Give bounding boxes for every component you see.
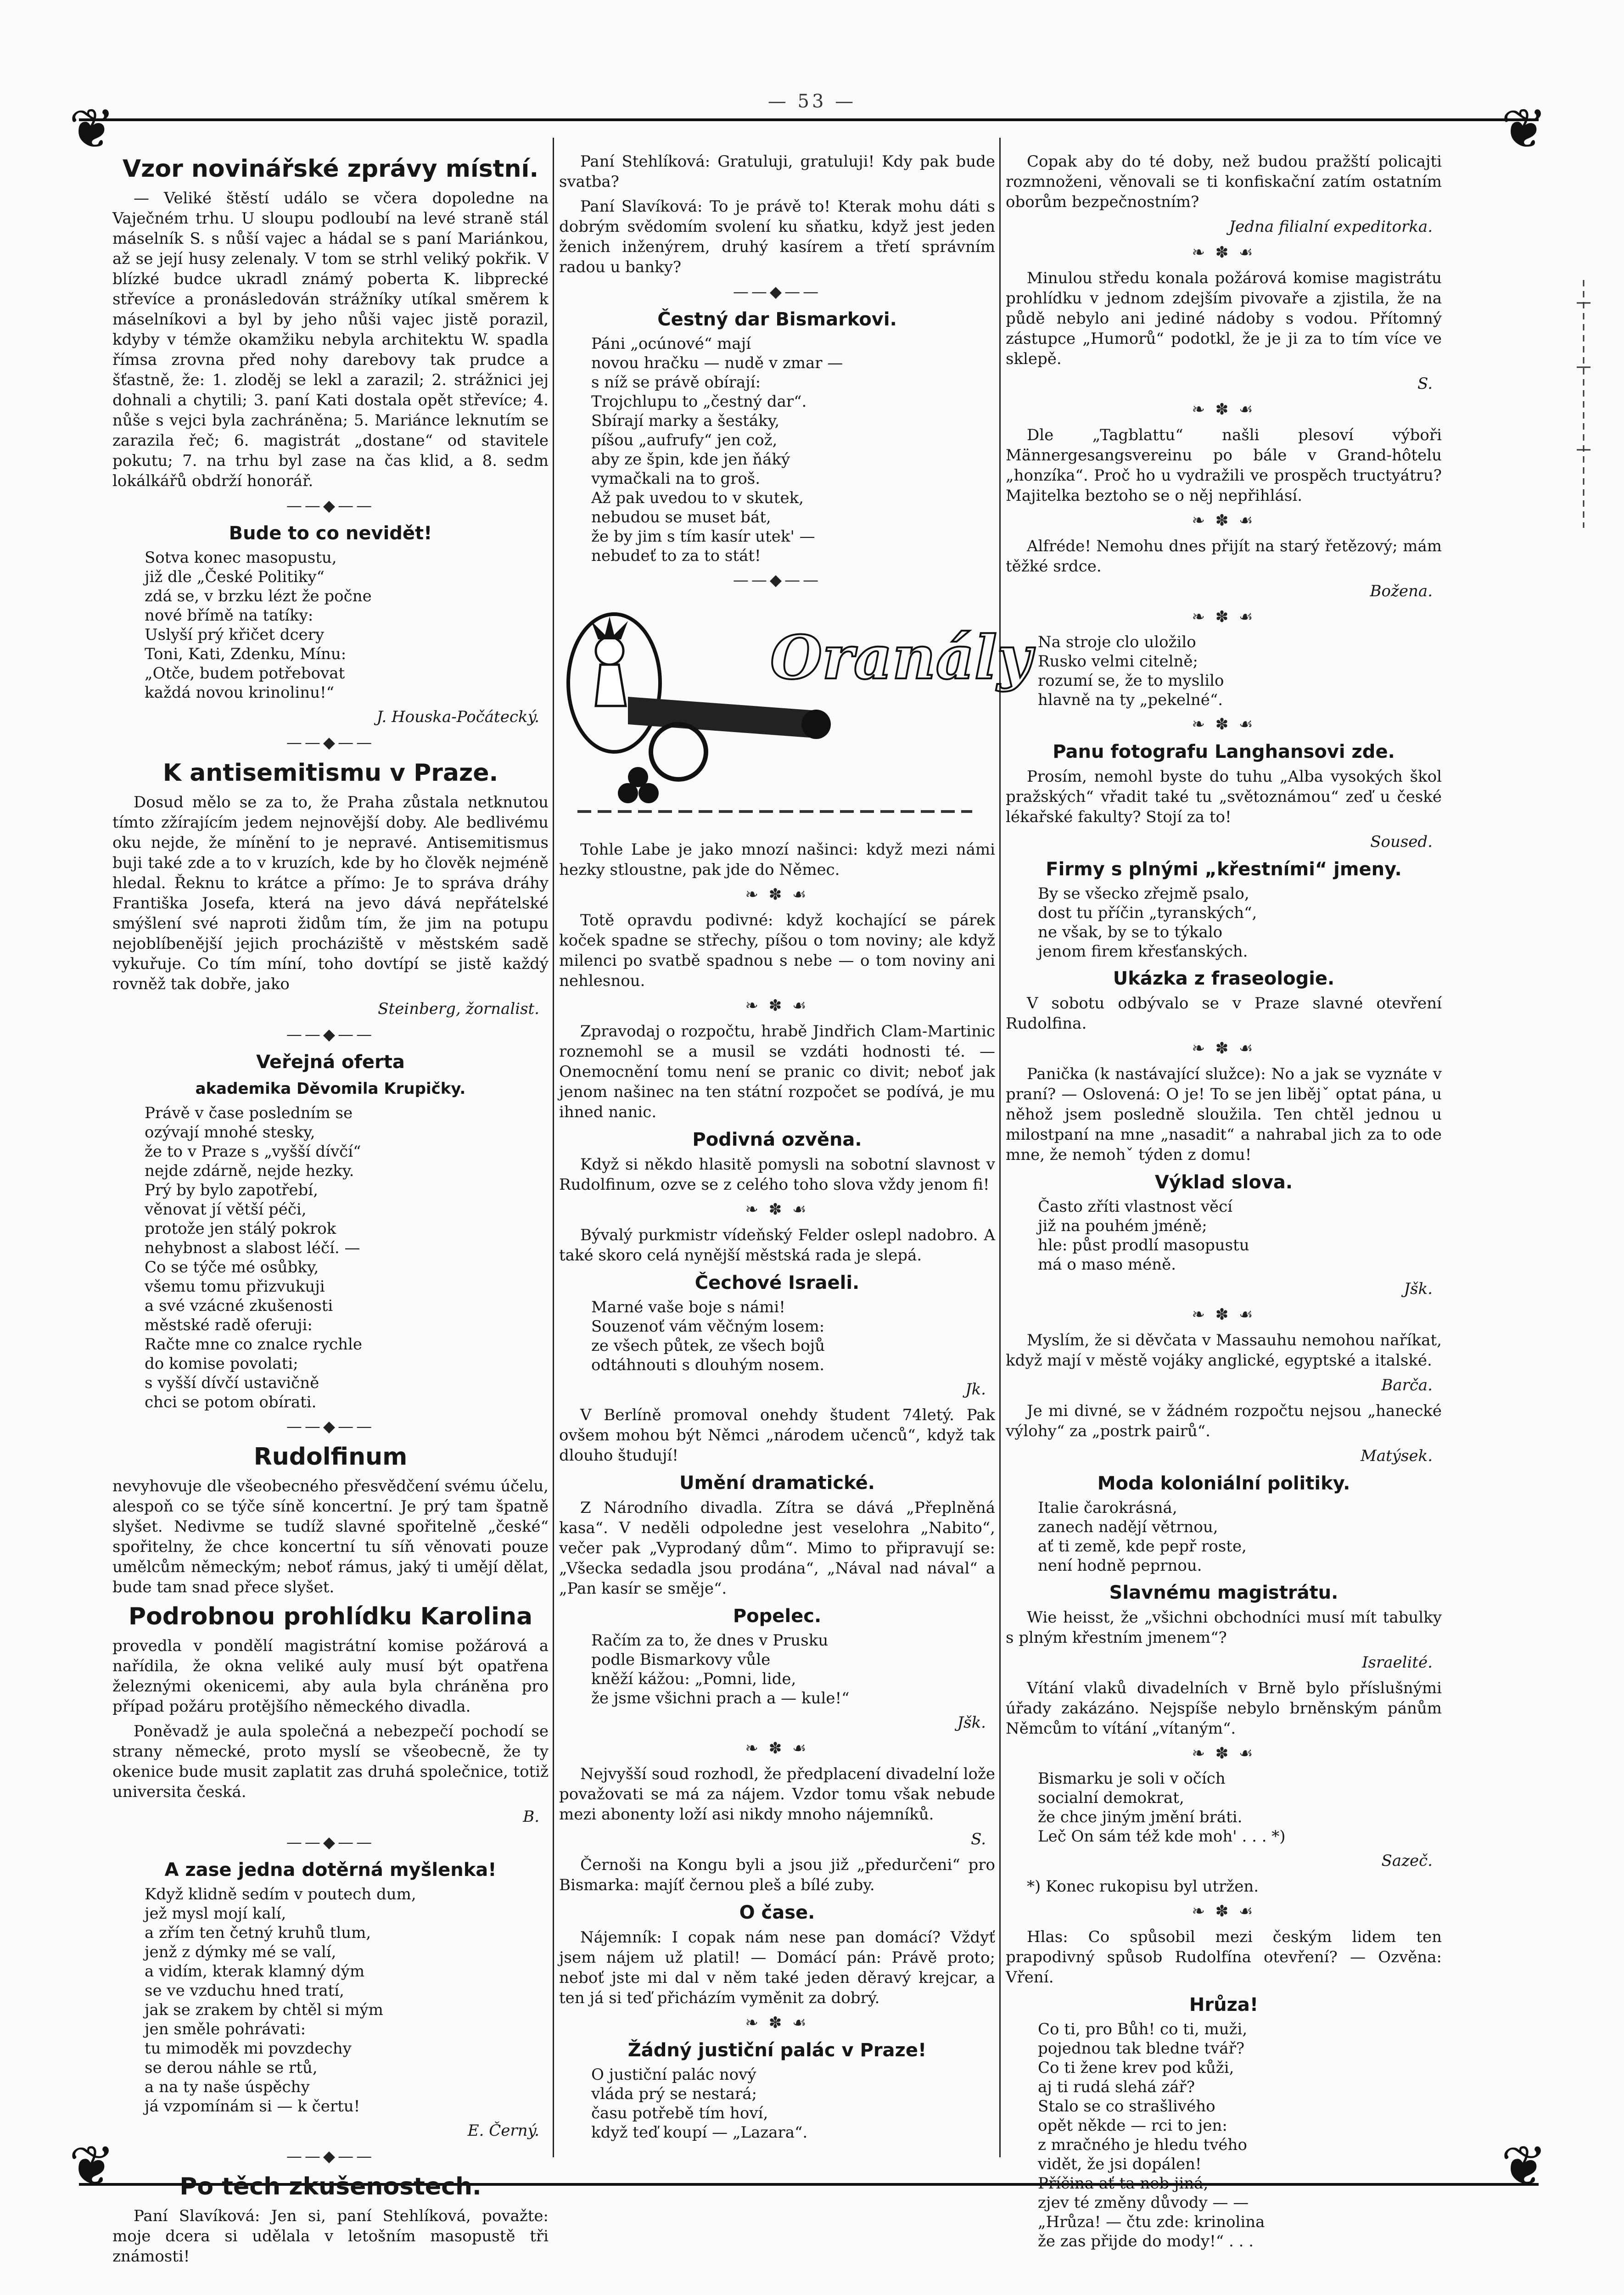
- page-number: — 53 —: [767, 91, 857, 112]
- signature: S.: [1417, 375, 1433, 393]
- poem-text: Na stroje clo uložilo Rusko velmi citelně; rozumí se, že to myslilo hlavně na ty „pekelné“.: [1038, 633, 1224, 709]
- divider-ornament: ——◆——: [286, 2147, 375, 2166]
- divider-ornament: ——◆——: [733, 283, 822, 301]
- divider-ornament: ❧ ✽ ☙: [745, 996, 809, 1015]
- poem-text: Když klidně sedím v poutech dum, jež mysl mojí kalí, a zřím ten četný kruhů tlum, jenž z dýmky mé se valí, a vidím, kterak klamný dým se ve vzduchu hned tratí, jak se zrakem by chtěl si mým jen směle pohrávati: tu mimoděk mi povzdechy se derou náhle se rtů, a na ty naše úspěchy já vzpomínám si — k čertu!: [145, 1885, 416, 2116]
- corner-ornament-bottom-right: ❦: [1501, 2134, 1547, 2198]
- heading-czech-israelites: Čechové Israeli.: [694, 1272, 860, 1293]
- article-text: nevyhovuje dle všeobecného přesvědčení svému účelu, alespoň co se týče síně koncertní. Je prý tam špatně slyšet. Nedivme se tudíž slavné spořitelně „české“ spořitelny, že chce koncertní tu síň věnovati pouze umělcům německým; neboť rámus, jaký ti umějí dělat, bude tam snad přece slyšet.: [112, 1477, 549, 1596]
- heading-strange-echo: Podivná ozvěna.: [692, 1129, 862, 1150]
- dialogue-text: Hlas: Co spůsobil mezi českým lidem ten prapodivný spůsob Rudolfína otevření? — Ozvěna: Vření.: [1006, 1928, 1442, 1987]
- heading-justice-palace: Žádný justiční palác v Praze!: [627, 2040, 927, 2061]
- heading-photographer-langhans: Panu fotografu Langhansovi zde.: [1053, 741, 1395, 762]
- heading-karolinum-inspection: Podrobnou prohlídku Karolina: [128, 1603, 533, 1630]
- column-rule-2: [999, 138, 1001, 2157]
- article-text: Poněvadž je aula společná a nebezpečí pochodí se strany německé, proto myslí se všeobecně, že ty okenice bude musit zaplatit zas druhá společnice, totiž universita česká.: [112, 1722, 549, 1801]
- jester-body: [596, 665, 626, 706]
- poem-text: Často zříti vlastnost věcí již na pouhém jméně; hle: půst prodlí masopustu má o maso méně.: [1038, 1198, 1249, 1274]
- illustration-lettering: Oranály: [770, 622, 1032, 693]
- divider-ornament: ❧ ✽ ☙: [745, 1739, 809, 1758]
- article-text: Je mi divné, se v žádném rozpočtu nejsou „hanecké výlohy“ za „postrk pairů“.: [1006, 1402, 1442, 1440]
- divider-ornament: ——◆——: [286, 733, 375, 752]
- article-text: Nejvyšší soud rozhodl, že předplacení divadelní lože považovati se má za nájem. Vzdor tomu však nebude mezi abonenty loží asi nikdy mnoho nájemníků.: [559, 1765, 995, 1824]
- corner-ornament-top-right: ❦: [1501, 97, 1547, 161]
- heading-dramatic-art: Umění dramatické.: [679, 1472, 875, 1494]
- poem-text: Páni „ocúnové“ mají novou hračku — nudě v zmar — s níž se právě obírají: Trojchlupu to „čestný dar“. Sbírají marky a šestáky, píšou „aufrufy“ jen což, aby ze špin, kde jen ňáký vymačkali na to groš. Až pak uvedou to v skutek, nebudou se muset bát, že by jim s tím kasír utek' — nebudeť to za to stát!: [591, 335, 843, 565]
- cannon-illustration: [559, 600, 1032, 830]
- cannonball: [628, 767, 648, 787]
- divider-ornament: ❧ ✽ ☙: [1192, 400, 1256, 419]
- divider-ornament: ❧ ✽ ☙: [745, 2014, 809, 2032]
- article-text: Dle „Tagblattu“ našli plesoví výboři Männergesangsvereinu po bále v Grand-hôtelu „honzíka“. Proč ho u vydražili ve prospěch tructyátru? Majitelka beztoho se o něj nepřihlásí.: [1006, 426, 1442, 505]
- article-text: Z Národního divadla. Zítra se dává „Přeplněná kasa“. V neděli odpoledne jest veselohra „Nabito“, večer pak „Vyprodaný dům“. Mimo to připravují se: „Všecka sedadla jsou prodána“, „Nával nad nával“ a „Pan kasír se směje“.: [559, 1499, 995, 1598]
- signature: J. Houska-Počátecký.: [376, 708, 539, 726]
- signature: Sazeč.: [1381, 1852, 1433, 1870]
- heading-rudolfinum: Rudolfinum: [253, 1443, 408, 1471]
- poem-text: Italie čarokrásná, zanech nadějí větrnou, ať ti země, kde pepř roste, není hodně peprnou.: [1038, 1499, 1247, 1575]
- signature: S.: [971, 1830, 986, 1848]
- poem-text: Marné vaše boje s námi! Souzenoť vám věčným losem: ze všech půtek, ze všech bojů odtáhnouti s dlouhým nosem.: [591, 1298, 825, 1374]
- margin-handwriting-mark: [1570, 275, 1597, 532]
- cannon-barrel: [628, 697, 816, 738]
- jester-head: [596, 637, 623, 665]
- dialogue-text: Paní Slavíková: To je právě to! Kterak mohu dáti s dobrým svědomím svolení ku sňatku, když jest jeden ženich inženýrem, druhý kasírem a třetí správním radou u banky?: [559, 197, 995, 276]
- signature: E. Černý.: [467, 2121, 539, 2140]
- signature: Jedna filialní expeditorka.: [1229, 218, 1433, 236]
- poem-text: Račím za to, že dnes v Prusku podle Bismarkovy vůle kněží kážou: „Pomni, lide, že jsme všichni prach a — kule!“: [591, 1631, 850, 1707]
- poem-text: Sotva konec masopustu, již dle „České Politiky“ zdá se, v brzku lézt že počne nové břímě na tatíky: Uslyší prý křičet dcery Toni, Kati, Zdenku, Mínu: „Otče, budem potřebovat každá novou krinolinu!“: [145, 549, 372, 702]
- divider-ornament: ——◆——: [286, 1025, 375, 1044]
- signature: B.: [523, 1808, 539, 1826]
- signature: Jšk.: [957, 1713, 986, 1732]
- dialogue-text: Paní Stehlíková: Gratuluji, gratuluji! Kdy pak bude svatba?: [559, 152, 995, 191]
- article-text: provedla v pondělí magistrátní komise požárová a nařídila, že okna veliké auly musí být opatřena železnými okenicemi, aby aula byla chráněna pro případ požáru protějšího německého divadla.: [112, 1637, 549, 1716]
- article-text: Černoši na Kongu byli a jsou již „předurčeni“ pro Bismarka: majíť černou pleš a bílé zuby.: [559, 1856, 995, 1894]
- heading-coming-soon: Bude to co nevidět!: [229, 523, 432, 544]
- article-text: Prosím, nemohl byste do tuhu „Alba vysokých škol pražských“ vřadit také tu „světoznámou“ zeď u české lékařské fakulty? Stojí za to!: [1006, 767, 1442, 826]
- divider-ornament: ❧ ✽ ☙: [1192, 608, 1256, 626]
- subheading-public-offer: akademika Děvomila Krupičky.: [195, 1080, 466, 1098]
- signature: Matýsek.: [1361, 1447, 1433, 1465]
- article-text: Tohle Labe je jako mnozí našinci: když mezi námi hezky stloustne, pak jde do Němec.: [559, 840, 995, 879]
- corner-ornament-top-left: ❦: [69, 97, 115, 161]
- poem-text: By se všecko zřejmě psalo, dost tu příčin „tyranských“, ne však, by se to týkalo jenom firem křesťanských.: [1038, 884, 1257, 961]
- article-text: Totě opravdu podivné: když kochající se párek koček spadne se střechy, píšou o tom noviny; ale když milenci po svatbě spadnou s nebe — o tom noviny ani nehlesnou.: [559, 911, 995, 990]
- article-text: Wie heisst, že „všichni obchodníci musí mít tabulky s plným křestním jmenem“?: [1006, 1608, 1442, 1647]
- heading-ash-wednesday: Popelec.: [733, 1606, 822, 1627]
- article-text: — Veliké štěstí událo se včera dopoledne na Vaječném trhu. U sloupu podloubí na levé straně stál máselník S. s nůší vajec a hádal se s paní Mariánkou, až se její husy zelenaly. V tom se strhl veliký pokřik. V blízké budce ukradl známý poberta K. libprecké střevíce a pronásledován strážníky utíkal směrem k máselníkovi a byl by jeho nůši vajec jistě porazil, kdyby v témže okamžiku nebyla architektu W. spadla římsa zrovna před nohy darebovy tak prudce a šťastně, že: 1. zloděj se lekl a zarazil; 2. strážnici jej dohnali a chytili; 3. paní Kati dostala opět střevíce; 4. nůše s vejci byla zachráněna; 5. Mariánce leknutím se zarazila řeč; 6. magistrát „dostane“ od stavitele pokutu; 7. na trhu byl zase na čas klid, a 8. sedm lokálkářů obdrží honorář.: [112, 189, 549, 490]
- cannon-wheel: [651, 724, 706, 779]
- heading-horror: Hrůza!: [1189, 1994, 1259, 2015]
- poem-text: Bismarku je soli v očích socialní demokrat, že chce jiným jmění bráti. Leč On sám též kde moh' . . . *): [1038, 1769, 1286, 1846]
- article-text: Paní Slavíková: Jen si, paní Stehlíková, považte: moje dcera si udělala v letošním masopustě tři známosti!: [112, 2207, 549, 2266]
- divider-ornament: ❧ ✽ ☙: [745, 1200, 809, 1219]
- signature: Soused.: [1370, 833, 1433, 851]
- cannon-muzzle: [801, 710, 831, 739]
- divider-ornament: ——◆——: [286, 1417, 375, 1436]
- divider-ornament: ❧ ✽ ☙: [1192, 1902, 1256, 1920]
- divider-ornament: ❧ ✽ ☙: [745, 885, 809, 904]
- heading-phraseology-sample: Ukázka z fraseologie.: [1113, 968, 1335, 989]
- heading-after-experiences: Po těch zkušenostech.: [179, 2173, 482, 2200]
- signature: Steinberg, žornalist.: [378, 1000, 539, 1018]
- article-text: Myslím, že si děvčata v Massauhu nemohou naříkat, když mají v městě vojáky anglické, egyptské a italské.: [1006, 1331, 1442, 1370]
- column-1: [112, 151, 549, 2266]
- heading-about-time: O čase.: [739, 1902, 815, 1923]
- article-text: Alfréde! Nemohu dnes přijít na starý řetězový; mám těžké srdce.: [1006, 537, 1442, 576]
- heading-firm-names: Firmy s plnými „křestními“ jmeny.: [1046, 859, 1402, 880]
- heading-local-news-model: Vzor novinářské zprávy místní.: [122, 155, 539, 183]
- divider-ornament: ——◆——: [286, 1833, 375, 1852]
- dialogue-text: Nájemník: I copak nám nese pan domácí? Vždyť jsem nájem už platil! — Domácí pán: Právě proto; neboť jste mi dal v něm také jeden děravý krejcar, a ten já si teď přicházím vyměnit za dobrý.: [559, 1928, 995, 2007]
- divider-ornament: ❧ ✽ ☙: [1192, 1744, 1256, 1763]
- article-text: Minulou středu konala požárová komise magistrátu prohlídku v jednom zdejším pivovaře a zjistila, že na půdě nebylo ani jediné nádoby s vodou. Přítomný zástupce „Humorů“ podotkl, že je ji za to tím více ve sklepě.: [1006, 269, 1442, 368]
- divider-ornament: ❧ ✽ ☙: [1192, 1039, 1256, 1058]
- heading-word-explanation: Výklad slova.: [1154, 1172, 1293, 1193]
- poem-text: Co ti, pro Bůh! co ti, muži, pojednou tak bledne tvář? Co ti žene krev pod kůži, aj ti rudá slehá zář? Stalo se co strašlivého opět někde — rci to jen: z mračného je hledu tvého vidět, že jsi dopálen! Příčina ať ta neb jiná, zjev té změny důvody — — „Hrůza! — čtu zde: krinolina že zas přijde do mody!“ . . .: [1038, 2020, 1265, 2250]
- heading-bismarck-gift: Čestný dar Bismarkovi.: [657, 309, 897, 330]
- divider-ornament: ——◆——: [286, 497, 375, 515]
- column-rule-1: [553, 138, 554, 2157]
- divider-ornament: ❧ ✽ ☙: [1192, 511, 1256, 530]
- signature: Božena.: [1370, 582, 1433, 600]
- divider-ornament: ❧ ✽ ☙: [1192, 1305, 1256, 1324]
- heading-colonial-politics: Moda koloniální politiky.: [1097, 1473, 1350, 1494]
- article-text: Zpravodaj o rozpočtu, hrabě Jindřich Clam-Martinic roznemohl se a musil se vzdáti hodnosti té. — Onemocnění tomu není se pranic co divit; neboť jak jenom našinec na ten státní rozpočet se podívá, je mu ihned nanic.: [559, 1022, 995, 1121]
- article-text: Vítání vlaků divadelních v Brně bylo příslušnými úřady zakázáno. Nejspíše nebylo brněnským pánům Němcům to vítání „vítaným“.: [1006, 1679, 1442, 1738]
- article-text: Dosud mělo se za to, že Praha zůstala netknutou tímto zžírajícím jedem nejnovější doby. Ale bedlivému oku nejde, že mínění to je nepravé. Antisemitismus buji také zde a to v kruzích, kde by ho člověk nejméně hledal. Řeknu to krátce a přímo: Je to správa dráhy Františka Josefa, která na jevo dává nepřátelské smýšlení své naproti židům tím, že jim na potupu nejoblíbenější jejich procháziště v městském sadě vykuřuje. Co tím míní, toho dovtípí se jistě každý rovněž tak dobře, jako: [112, 793, 549, 993]
- divider-ornament: ❧ ✽ ☙: [1192, 243, 1256, 262]
- article-text: Když si někdo hlasitě pomysli na sobotní slavnost v Rudolfinum, ozve se z celého toho slova vždy jenom fi!: [559, 1155, 995, 1194]
- column-2: [559, 151, 1032, 2162]
- poem-text: O justiční palác nový vláda prý se nestará; času potřebě tím hoví, když teď koupí — „Lazara“.: [591, 2066, 808, 2142]
- divider-ornament: ——◆——: [733, 571, 822, 589]
- article-text: Bývalý purkmistr vídeňský Felder oslepl nadobro. A také skoro celá nynější městská rada je slepá.: [559, 1226, 995, 1265]
- article-text: V Berlíně promoval onehdy študent 74letý. Pak ovšem mohou být Němci „národem učenců“, když tak dlouho študují!: [559, 1406, 995, 1465]
- signature: Jk.: [965, 1380, 986, 1399]
- column-3: [1006, 151, 1442, 2250]
- footnote-text: *) Konec rukopisu byl utržen.: [1027, 1877, 1259, 1896]
- divider-ornament: ❧ ✽ ☙: [1192, 715, 1256, 733]
- poem-text: Právě v čase posledním se ozývají mnohé stesky, že to v Praze s „vyšší dívčí“ nejde zdárně, nejde hezky. Prý by bylo zapotřebí, věnovat jí větší péči, protože jen stálý pokrok nehybnost a slabost léčí. — Co se týče mé osůbky, všemu tomu přizvukuji a své vzácné zkušenosti městské radě oferuji: Račte mne co znalce rychle do komise povolati; s vyšší dívčí ustavičně chci se potom obírati.: [145, 1104, 362, 1411]
- signature: Barča.: [1381, 1376, 1433, 1394]
- heading-intrusive-thought: A zase jedna dotěrná myšlenka!: [164, 1859, 497, 1881]
- heading-magistrate: Slavnému magistrátu.: [1109, 1582, 1338, 1603]
- corner-ornament-bottom-left: ❦: [69, 2134, 115, 2198]
- dialogue-text: Panička (k nastávající služce): No a jak se vyznáte v praní? — Oslovená: O je! To se jen libějˇ optat pána, u něhož jsem posledně sloužila. Ten chtěl jednou u milostpaní na mne „nasadit“ a nahrabal jich za to ode mne, že nemohˇ týden z domu!: [1006, 1065, 1442, 1164]
- heading-public-offer: Veřejná oferta: [256, 1052, 405, 1073]
- signature: Jšk.: [1404, 1280, 1433, 1298]
- article-text: Copak aby do té doby, než budou pražští policajti rozmnoženi, věnovali se ti konfiskační zatím ostatním oborům bezpečnostním?: [1006, 152, 1442, 211]
- heading-antisemitism: K antisemitismu v Praze.: [162, 759, 498, 787]
- article-text: V sobotu odbývalo se v Praze slavné otevření Rudolfina.: [1006, 994, 1442, 1033]
- signature: Israelité.: [1362, 1653, 1433, 1672]
